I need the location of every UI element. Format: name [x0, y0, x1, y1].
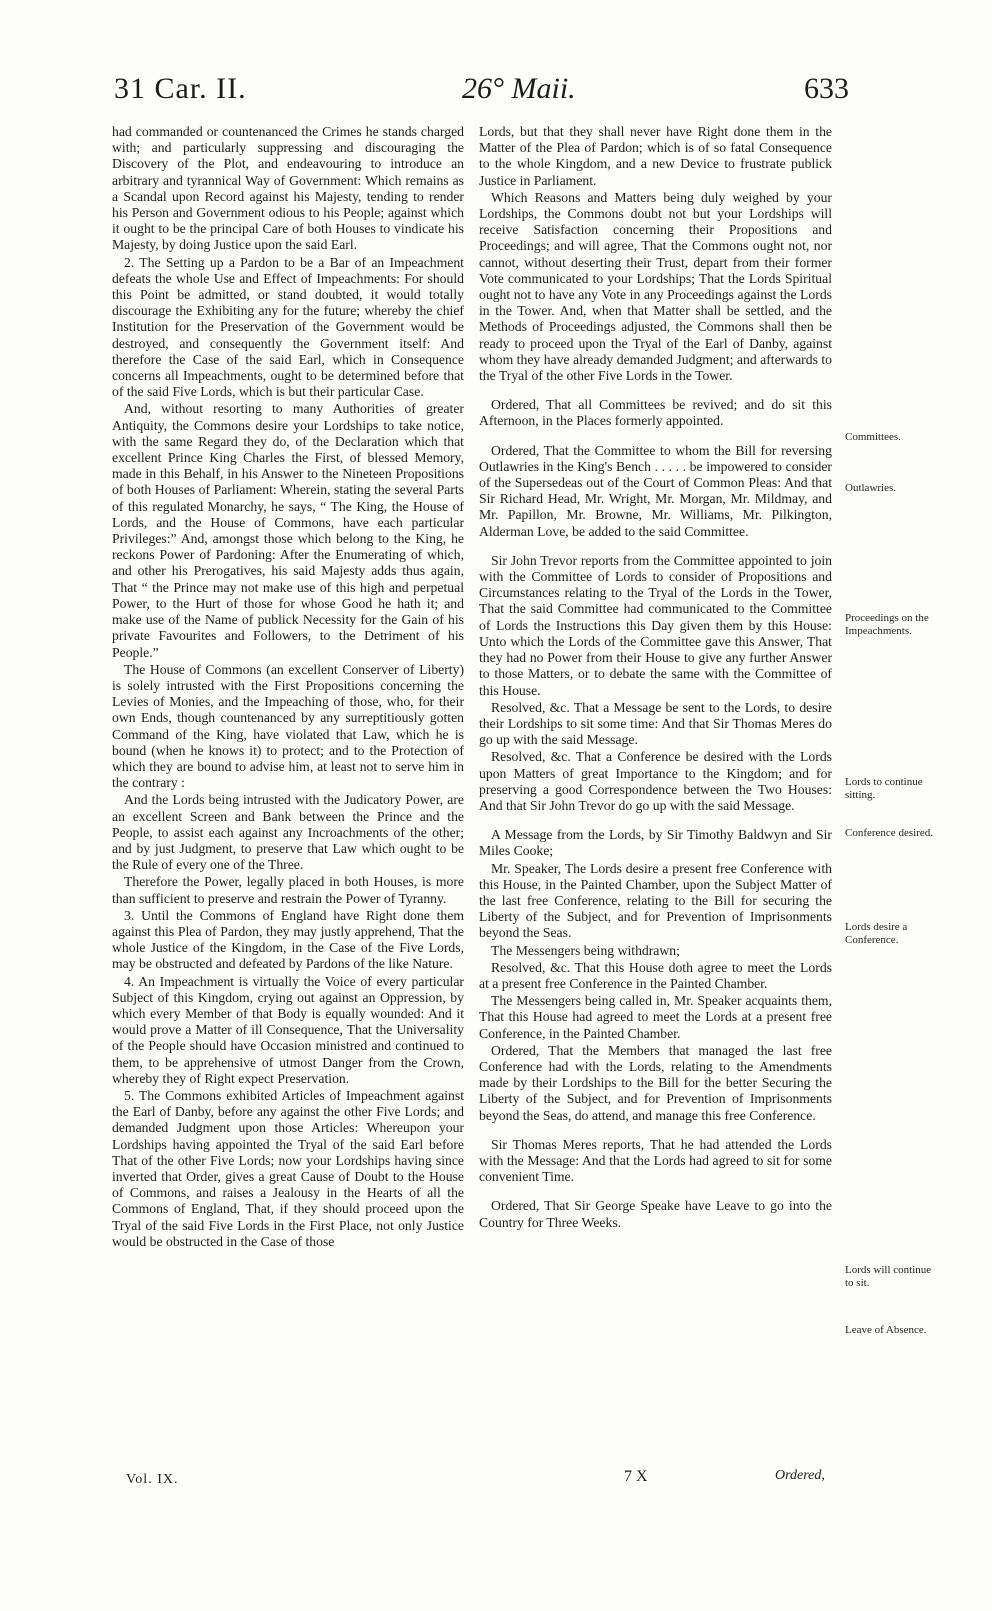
entry-committees: Ordered, That all Committees be revived; and do sit this Afternoon, in the Places formerly appointed.: [479, 397, 832, 429]
catchword: Ordered,: [775, 1468, 825, 1483]
entry-leave: Ordered, That Sir George Speake have Leave to go into the Country for Three Weeks.: [479, 1198, 832, 1230]
page-header: [114, 72, 849, 118]
margin-note: Leave of Absence.: [845, 1324, 927, 1336]
margin-note: Lords will continue to sit.: [845, 1264, 932, 1289]
margin-note: Lords to continue sitting.: [845, 776, 923, 801]
volume-label: Vol. IX.: [126, 1472, 179, 1487]
margin-note: Conference desired.: [845, 827, 933, 839]
entry-outlawries: Ordered, That the Committee to whom the Bill for reversing Outlawries in the King's Bench . . . . . be impowered to consider of the Supersedeas out of the Court of Common Pleas: And that Sir Richard Head, Mr. Wright, Mr. Morgan, Mr. Mildmay, and Mr. Papillon, Mr. Browne, Mr. Williams, Mr. Pilkington, Alderman Love, be added to the said Committee.: [479, 442, 832, 539]
left-column: [112, 124, 464, 1251]
header-date: 26° Maii.: [462, 72, 576, 105]
paragraph: 3. Until the Commons of England have Right done them against this Plea of Pardon, they may justly apprehend, That the whole Justice of the Kingdom, in the Case of the Five Lords, may be obstructed and defeated by Pardons of the like Nature.: [112, 907, 464, 972]
margin-note: Outlawries.: [845, 482, 897, 494]
paragraph: Lords, but that they shall never have Right done them in the Matter of the Plea of Pardon; which is of so fatal Consequence to the whole Kingdom, and a new Device to frustrate publick Justice in Parliament.: [479, 124, 832, 188]
margin-note: Proceedings on the Impeachments.: [845, 612, 929, 637]
paragraph: Mr. Speaker, The Lords desire a present free Conference with this House, in the Painted Chamber, upon the Subject Matter of the last free Conference, relating to the Bill for securing the Liberty of the Subject, and for Prevention of Imprisonments beyond the Seas.: [479, 860, 832, 941]
margin-note: Committees.: [845, 431, 901, 443]
entry-meres-report: Sir Thomas Meres reports, That he had attended the Lords with the Message: And that the Lords had agreed to sit for some convenient Time.: [479, 1136, 832, 1185]
paragraph: 2. The Setting up a Pardon to be a Bar of an Impeachment defeats the whole Use and Effect of Impeachments: For should this Point be admitted, or stand doubted, it would totally discourage the Exhibiting any for the future; whereby the chief Institution for the Preservation of the Government would be destroyed, and consequently the Government itself: And therefore the Case of the said Earl, which in Consequence concerns all Impeachments, ought to be determined before that of the said Five Lords, which is but their particular Case.: [112, 254, 464, 400]
paragraph: 5. The Commons exhibited Articles of Impeachment against the Earl of Danby, before any against the other Five Lords; and demanded Judgment upon those Articles: Whereupon your Lordships having appointed the Tryal of the said Earl before That of the other Five Lords; now your Lordships having since inverted that Order, gives a great Cause of Doubt to the House of Commons, and raises a Jealousy in the Hearts of all the Commons of England, That, if they should proceed upon the Tryal of the said Five Lords in the First Place, not only Justice would be obstructed in the Case of those: [112, 1087, 464, 1249]
paragraph: And, without resorting to many Authorities of greater Antiquity, the Commons desire your Lordships to take notice, with the same Regard they do, of the Declaration which that excellent Prince King Charles the First, of blessed Memory, made in this Behalf, in his Answer to the Nineteen Propositions of both Houses of Parliament: Wherein, stating the several Parts of this regulated Monarchy, he says, “ The King, the House of Lords, and the House of Commons, have each particular Privileges:” And, amongst those which belong to the King, he reckons Power of Pardoning: After the Enumerating of which, and other his Prerogatives, his said Majesty adds thus again, That “ the Prince may not make use of this high and perpetual Power, to the Hurt of those for whose Good he hath it; and make use of the Name of publick Necessity for the Gain of his private Favourites and Followers, to the Detriment of his People.”: [112, 401, 464, 660]
entry-impeachments: Sir John Trevor reports from the Committee appointed to join with the Committee of Lords to consider of Propositions and Circumstances relating to the Tryal of the Lords in the Tower, That the said Committee had communicated to the Committee of Lords the Instructions this Day given them by this House: Unto which the Lords of the Committee gave this Answer, That they had no Power from their House to give any further Answer to those Matters, or to debate the same with the Committee of this House.: [479, 552, 832, 698]
paragraph: The House of Commons (an excellent Conserver of Liberty) is solely intrusted with the First Propositions concerning the Levies of Monies, and the Impeaching of those, who, for their own Ends, though countenanced by any surreptitiously gotten Command of the King, have violated that Law, which he is bound (when he knows it) to protect; and to the Protection of which they are bound to advise him, at least not to serve him in the contrary :: [112, 661, 464, 791]
page-number: 633: [804, 72, 849, 105]
paragraph: Which Reasons and Matters being duly weighed by your Lordships, the Commons doubt not but your Lordships will receive Satisfaction concerning their Propositions and Proceedings; and will agree, That the Commons ought not, nor cannot, without deserting their Trust, depart from their former Vote communicated to your Lordships; That the Lords Spiritual ought not to have any Vote in any Proceedings against the Lords in the Tower. And, when that Matter shall be settled, and the Methods of Proceedings adjusted, the Commons shall then be ready to proceed upon the Tryal of the Earl of Danby, against whom they have already demanded Judgment; and afterwards to the Tryal of the other Five Lords in the Tower.: [479, 189, 832, 384]
paragraph: had commanded or countenanced the Crimes he stands charged with; and particularly suppressing and discouraging the Discovery of the Plot, and endeavouring to introduce an arbitrary and tyrannical Way of Government: Which remains as a Scandal upon Record against his Majesty, tending to render his Person and Government odious to his People; against which it ought to be the principal Care of both Houses to vindicate his Majesty, by doing Justice upon the said Earl.: [112, 124, 464, 253]
paragraph: Resolved, &c. That this House doth agree to meet the Lords at a present free Conference in the Painted Chamber.: [479, 959, 832, 991]
paragraph: The Messengers being called in, Mr. Speaker acquaints them, That this House had agreed to meet the Lords at a present free Conference, in the Painted Chamber.: [479, 993, 832, 1041]
paragraph: And the Lords being intrusted with the Judicatory Power, are an excellent Screen and Bank between the Prince and the People, to assist each against any Incroachments of the other; and by just Judgment, to preserve that Law which ought to be the Rule of every one of the Three.: [112, 792, 464, 873]
margin-note: Lords desire a Conference.: [845, 921, 908, 946]
paragraph: The Messengers being withdrawn;: [491, 942, 680, 958]
right-column: [479, 124, 832, 1232]
signature-mark: 7 X: [624, 1468, 648, 1485]
paragraph: 4. An Impeachment is virtually the Voice of every particular Subject of this Kingdom, crying out against an Oppression, by which every Member of that Body is equally wounded: And it would prove a Matter of ill Consequence, That the Universality of the People should have Occasion ministred and continued to them, to be apprehensive of utmost Danger from the Crown, whereby they of Right expect Preservation.: [112, 973, 464, 1086]
header-regnal-year: 31 Car. II.: [114, 72, 247, 105]
entry-lords-message: A Message from the Lords, by Sir Timothy Baldwyn and Sir Miles Cooke;: [479, 827, 832, 859]
entry-lords-sitting: Resolved, &c. That a Message be sent to the Lords, to desire their Lordships to sit some time: And that Sir Thomas Meres do go up with the said Message.: [479, 699, 832, 748]
paragraph: Ordered, That the Members that managed the last free Conference had with the Lords, relating to the Amendments made by their Lordships to the Bill for the better Securing the Liberty of the Subject, and for Prevention of Imprisonments beyond the Seas, do attend, and manage this free Conference.: [479, 1042, 832, 1123]
paragraph: Therefore the Power, legally placed in both Houses, is more than sufficient to preserve and restrain the Power of Tyranny.: [112, 874, 464, 906]
entry-conference-desired: Resolved, &c. That a Conference be desired with the Lords upon Matters of great Importance to the Kingdom; and for preserving a good Correspondence between the Two Houses: And that Sir John Trevor do go up with the said Message.: [479, 749, 832, 813]
